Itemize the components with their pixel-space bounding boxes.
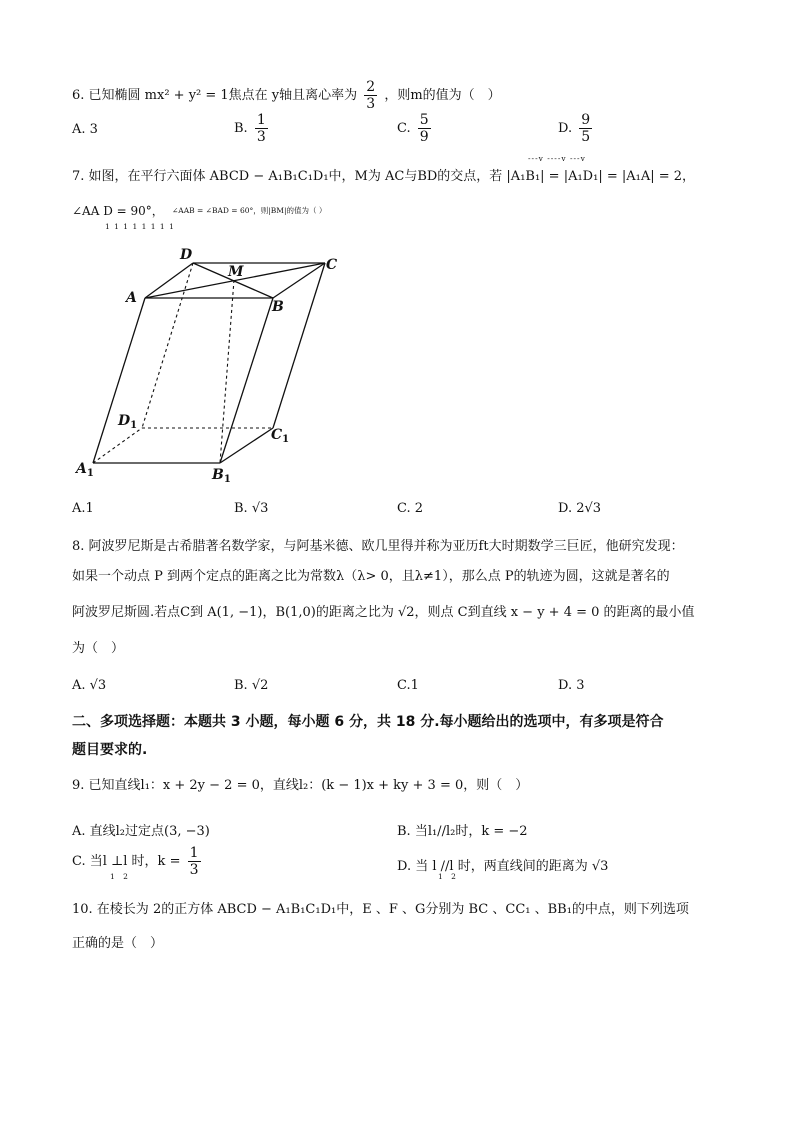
q7-angle-90: ∠AA D = 90°， xyxy=(72,204,164,218)
q7-line1: 7. 如图，在平行六面体 ABCD − A₁B₁C₁D₁中，M为 AC与BD的交点，若 |A₁B₁| = |A₁D₁| = |A₁A| = 2， xyxy=(72,169,696,184)
q6-stem-text: 6. 已知椭圆 mx² + y² = 1焦点在 y轴且离心率为 xyxy=(72,88,358,103)
frac-den: 3 xyxy=(366,96,376,112)
subscript: 1 xyxy=(130,420,138,431)
edge-B1C1 xyxy=(220,428,273,463)
option-label: B. xyxy=(234,121,248,136)
q7-vector-arrows: ---v ----v ---v xyxy=(528,154,586,163)
label-A: A xyxy=(126,290,137,306)
q9-option-c xyxy=(72,845,204,878)
frac-den: 5 xyxy=(581,129,591,145)
q6-option-d xyxy=(558,112,595,145)
q8-line1: 8. 阿波罗尼斯是古希腊著名数学家，与阿基米德、欧几里得并称为亚历ft大时期数学三巨匠，他研究发现： xyxy=(72,539,684,554)
label-B1 xyxy=(211,467,231,485)
q9-stem: 9. 已知直线l₁：x + 2y − 2 = 0，直线l₂：(k − 1)x + ky + 3 = 0，则（ ） xyxy=(72,778,529,793)
q9-option-c-text: C. 当l ⊥l 时，k = xyxy=(72,854,181,869)
frac-den: 9 xyxy=(419,129,429,145)
label-A1-letter: A xyxy=(76,461,87,477)
frac-num: 5 xyxy=(419,112,429,128)
subscript: 1 xyxy=(86,468,94,479)
q6-option-a: A. 3 xyxy=(72,122,98,137)
section2-heading-line1: 二、多项选择题：本题共 3 小题，每小题 6 分，共 18 分.每小题给出的选项中，有多项是符合 xyxy=(72,714,664,730)
subscript: 1 xyxy=(282,434,290,445)
label-B: B xyxy=(272,299,284,315)
option-label: D. xyxy=(558,121,573,136)
label-D1 xyxy=(117,413,137,431)
frac-num: 1 xyxy=(189,845,199,861)
q6-stem xyxy=(72,79,501,112)
edge-CC1 xyxy=(273,263,325,428)
section2-heading-line2: 题目要求的. xyxy=(72,742,148,758)
edge-AA1 xyxy=(93,298,145,463)
q9-option-c-subscripts: 1 2 xyxy=(110,872,128,881)
q10-line2: 正确的是（ ） xyxy=(72,936,164,951)
label-C1-letter: C xyxy=(271,427,283,443)
q7-option-a: A.1 xyxy=(72,501,94,516)
subscript: 1 xyxy=(223,474,231,485)
q8-option-d: D. 3 xyxy=(558,678,585,693)
frac-den: 3 xyxy=(189,862,199,878)
edge-BB1 xyxy=(220,298,273,463)
q8-option-c: C.1 xyxy=(397,678,419,693)
frac-num: 9 xyxy=(581,112,591,128)
segment-MB1-hidden xyxy=(220,280,234,463)
q6-eccentricity-fraction xyxy=(364,79,377,112)
q8-line2: 如果一个动点 P 到两个定点的距离之比为常数λ（λ> 0，且λ≠1），那么点 P的轨迹为圆，这就是著名的 xyxy=(72,569,670,584)
q10-line1: 10. 在棱长为 2的正方体 ABCD − A₁B₁C₁D₁中，E 、F 、G分别为 BC 、CC₁ 、BB₁的中点，则下列选项 xyxy=(72,902,689,917)
q6-option-c xyxy=(397,112,434,145)
frac-num: 2 xyxy=(366,79,376,95)
edge-A1D1-hidden xyxy=(93,428,142,463)
label-A1 xyxy=(74,461,94,479)
label-M: M xyxy=(228,264,244,280)
label-B1-letter: B xyxy=(212,467,224,483)
q6-option-b xyxy=(234,112,271,145)
q7-subscripts: 1 1 1 1 1 1 1 1 xyxy=(105,222,174,231)
parallelepiped-figure xyxy=(60,235,360,495)
q8-line3: 阿波罗尼斯圆.若点C到 A(1, −1)，B(1,0)的距离之比为 √2，则点 C到直线 x − y + 4 = 0 的距离的最小值 xyxy=(72,605,695,620)
q9-option-a: A. 直线l₂过定点(3, −3) xyxy=(72,824,210,839)
q9-option-b: B. 当l₁//l₂时，k = −2 xyxy=(397,824,528,839)
label-D: D xyxy=(180,247,193,263)
frac-den: 3 xyxy=(256,129,266,145)
q9-option-d: D. 当 l //l 时，两直线间的距离为 √3 xyxy=(397,859,609,874)
q8-line4: 为（ ） xyxy=(72,641,125,656)
q8-option-b: B. √2 xyxy=(234,678,269,693)
q7-line2-small: ∠AAB = ∠BAD = 60°，则|BM|的值为（ ） xyxy=(172,206,327,215)
q7-option-b: B. √3 xyxy=(234,501,269,516)
label-C1 xyxy=(271,427,289,445)
q6-tail: ，则m的值为（ ） xyxy=(384,88,501,103)
frac-num: 1 xyxy=(256,112,266,128)
q8-option-a: A. √3 xyxy=(72,678,107,693)
q9-option-d-subscripts: 1 2 xyxy=(438,872,456,881)
q7-option-d: D. 2√3 xyxy=(558,501,602,516)
edge-DD1-hidden xyxy=(142,263,193,428)
label-D1-letter: D xyxy=(118,413,131,429)
option-label: C. xyxy=(397,121,411,136)
q7-option-c: C. 2 xyxy=(397,501,424,516)
label-C: C xyxy=(326,257,338,273)
